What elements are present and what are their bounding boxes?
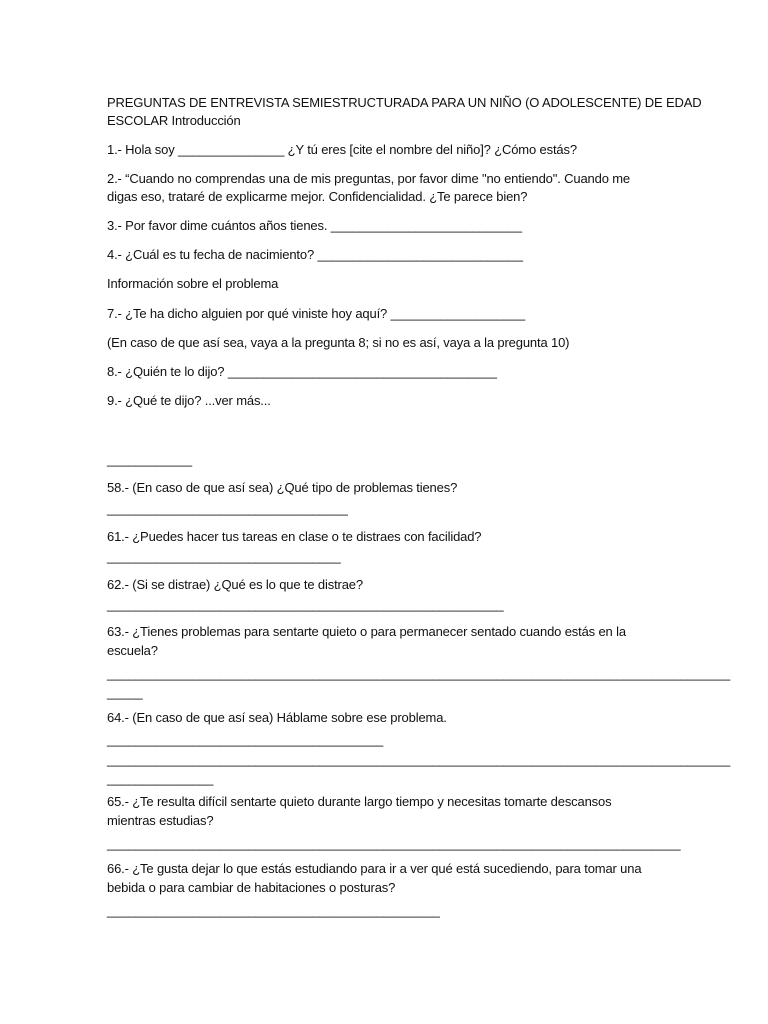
question-63-line-1: 63.- ¿Tienes problemas para sentarte quieto o para permanecer sentado cuando estás en la xyxy=(107,624,626,639)
section-heading-problem: Información sobre el problema xyxy=(107,276,279,291)
question-7-note: (En caso de que así sea, vaya a la pregunta 8; si no es así, vaya a la pregunta 10) xyxy=(107,335,570,350)
question-66-blank: _______________________________________________ xyxy=(107,903,440,918)
answer-blank: ____________ xyxy=(107,452,192,467)
question-58: 58.- (En caso de que así sea) ¿Qué tipo de problemas tienes? xyxy=(107,480,458,495)
document-title-line-2: ESCOLAR Introducción xyxy=(107,113,241,128)
question-64: 64.- (En caso de que así sea) Háblame sobre ese problema. xyxy=(107,710,447,725)
question-64-blank-3: _______________ xyxy=(107,771,214,786)
question-62: 62.- (Si se distrae) ¿Qué es lo que te distrae? xyxy=(107,577,363,592)
question-2-line-1: 2.- “Cuando no comprendas una de mis preguntas, por favor dime "no entiendo". Cuando me xyxy=(107,171,630,186)
question-64-blank-2: ________________________________________________________________________________________ xyxy=(107,752,731,767)
question-66-line-2: bebida o para cambiar de habitaciones o posturas? xyxy=(107,880,396,895)
question-3: 3.- Por favor dime cuántos años tienes. ___________________________ xyxy=(107,218,522,233)
question-58-blank: __________________________________ xyxy=(107,501,348,516)
question-63-blank-1: ________________________________________________________________________________________ xyxy=(107,666,731,681)
question-4: 4.- ¿Cuál es tu fecha de nacimiento? _____________________________ xyxy=(107,247,523,262)
question-65-line-2: mientras estudias? xyxy=(107,813,214,828)
question-63-line-2: escuela? xyxy=(107,643,158,658)
question-7: 7.- ¿Te ha dicho alguien por qué viniste hoy aquí? ___________________ xyxy=(107,306,526,321)
document-title-line-1: PREGUNTAS DE ENTREVISTA SEMIESTRUCTURADA PARA UN NIÑO (O ADOLESCENTE) DE EDAD xyxy=(107,95,702,110)
question-8: 8.- ¿Quién te lo dijo? ______________________________________ xyxy=(107,364,497,379)
question-64-blank-1: _______________________________________ xyxy=(107,732,384,747)
question-65-blank: _________________________________________________________________________________ xyxy=(107,836,681,851)
question-61-blank: _________________________________ xyxy=(107,549,341,564)
question-66-line-1: 66.- ¿Te gusta dejar lo que estás estudiando para ir a ver qué está sucediendo, para tomar una xyxy=(107,861,642,876)
question-63-blank-2: _____ xyxy=(107,685,143,700)
question-62-blank: ________________________________________________________ xyxy=(107,597,504,612)
question-9: 9.- ¿Qué te dijo? ...ver más... xyxy=(107,393,271,408)
question-65-line-1: 65.- ¿Te resulta difícil sentarte quieto durante largo tiempo y necesitas tomarte descansos xyxy=(107,794,612,809)
question-1: 1.- Hola soy _______________ ¿Y tú eres [cite el nombre del niño]? ¿Cómo estás? xyxy=(107,142,577,157)
question-2-line-2: digas eso, trataré de explicarme mejor. Confidencialidad. ¿Te parece bien? xyxy=(107,189,528,204)
question-61: 61.- ¿Puedes hacer tus tareas en clase o te distraes con facilidad? xyxy=(107,529,482,544)
